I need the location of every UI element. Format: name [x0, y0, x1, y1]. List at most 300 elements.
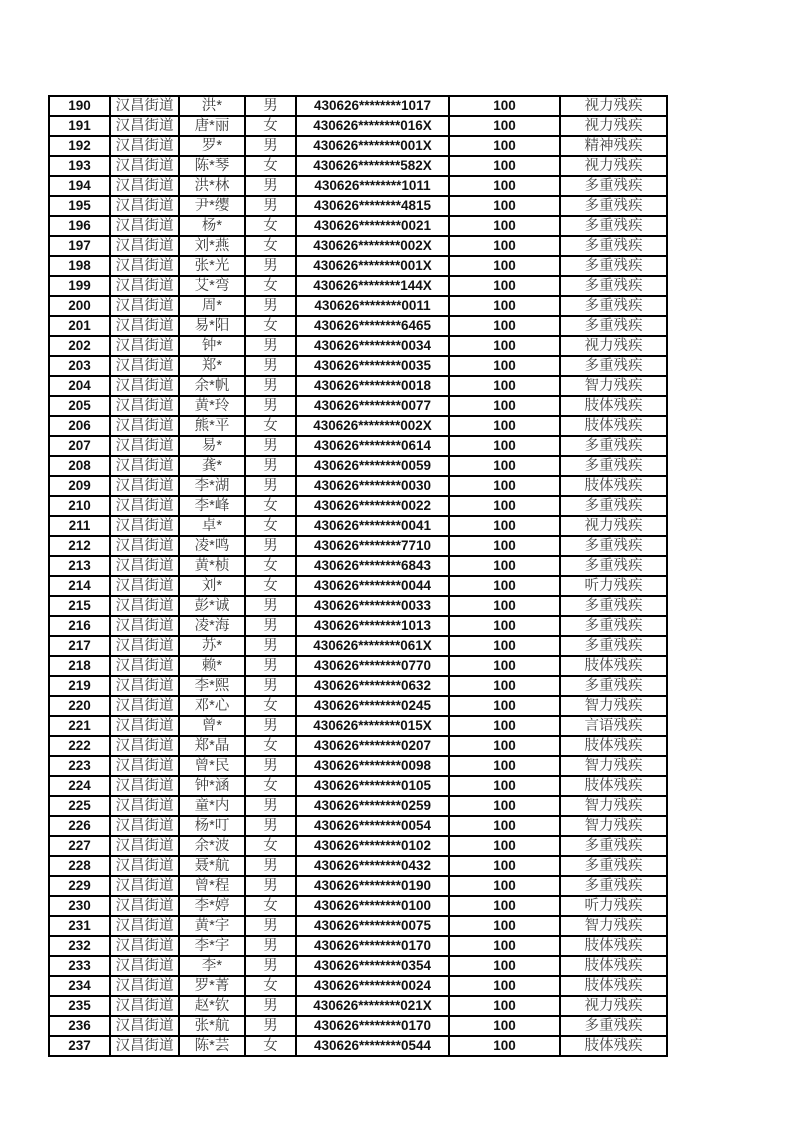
cell-amount: 100	[449, 956, 560, 976]
table-row	[49, 656, 667, 676]
cell-gender: 女	[245, 316, 296, 336]
cell-name: 刘*	[179, 576, 245, 596]
cell-id-number: 430626********0432	[296, 856, 449, 876]
cell-no: 191	[49, 116, 110, 136]
cell-street: 汉昌街道	[110, 256, 179, 276]
table-row	[49, 96, 667, 116]
cell-id-number: 430626********0011	[296, 296, 449, 316]
cell-street: 汉昌街道	[110, 716, 179, 736]
cell-disability-type: 多重残疾	[560, 356, 667, 376]
cell-name: 彭*诚	[179, 596, 245, 616]
cell-name: 李*宇	[179, 936, 245, 956]
cell-gender: 男	[245, 716, 296, 736]
cell-street: 汉昌街道	[110, 596, 179, 616]
cell-street: 汉昌街道	[110, 156, 179, 176]
cell-no: 201	[49, 316, 110, 336]
cell-gender: 男	[245, 536, 296, 556]
cell-name: 洪*林	[179, 176, 245, 196]
cell-name: 邓*心	[179, 696, 245, 716]
cell-no: 228	[49, 856, 110, 876]
cell-street: 汉昌街道	[110, 136, 179, 156]
table-row	[49, 916, 667, 936]
cell-id-number: 430626********0077	[296, 396, 449, 416]
cell-name: 周*	[179, 296, 245, 316]
cell-amount: 100	[449, 536, 560, 556]
cell-gender: 男	[245, 816, 296, 836]
table-row	[49, 176, 667, 196]
cell-street: 汉昌街道	[110, 116, 179, 136]
cell-name: 郑*晶	[179, 736, 245, 756]
cell-name: 郑*	[179, 356, 245, 376]
cell-name: 熊*平	[179, 416, 245, 436]
cell-no: 194	[49, 176, 110, 196]
cell-amount: 100	[449, 356, 560, 376]
cell-disability-type: 视力残疾	[560, 96, 667, 116]
cell-no: 200	[49, 296, 110, 316]
cell-gender: 女	[245, 836, 296, 856]
cell-amount: 100	[449, 176, 560, 196]
table-row	[49, 856, 667, 876]
table-row	[49, 956, 667, 976]
cell-amount: 100	[449, 636, 560, 656]
cell-id-number: 430626********0018	[296, 376, 449, 396]
cell-name: 黄*宇	[179, 916, 245, 936]
cell-gender: 女	[245, 1036, 296, 1056]
cell-name: 李*峰	[179, 496, 245, 516]
cell-id-number: 430626********0632	[296, 676, 449, 696]
cell-street: 汉昌街道	[110, 536, 179, 556]
cell-amount: 100	[449, 696, 560, 716]
cell-id-number: 430626********0354	[296, 956, 449, 976]
cell-no: 221	[49, 716, 110, 736]
cell-no: 209	[49, 476, 110, 496]
cell-id-number: 430626********001X	[296, 136, 449, 156]
cell-name: 赵*钦	[179, 996, 245, 1016]
cell-name: 黄*玲	[179, 396, 245, 416]
cell-gender: 女	[245, 416, 296, 436]
cell-disability-type: 智力残疾	[560, 916, 667, 936]
cell-name: 李*婷	[179, 896, 245, 916]
cell-gender: 男	[245, 956, 296, 976]
cell-street: 汉昌街道	[110, 676, 179, 696]
cell-name: 曾*程	[179, 876, 245, 896]
cell-street: 汉昌街道	[110, 496, 179, 516]
cell-id-number: 430626********4815	[296, 196, 449, 216]
cell-disability-type: 肢体残疾	[560, 776, 667, 796]
cell-amount: 100	[449, 616, 560, 636]
cell-disability-type: 多重残疾	[560, 276, 667, 296]
cell-disability-type: 多重残疾	[560, 616, 667, 636]
cell-amount: 100	[449, 116, 560, 136]
cell-name: 尹*缨	[179, 196, 245, 216]
cell-street: 汉昌街道	[110, 736, 179, 756]
cell-disability-type: 听力残疾	[560, 896, 667, 916]
cell-street: 汉昌街道	[110, 816, 179, 836]
cell-name: 凌*海	[179, 616, 245, 636]
cell-id-number: 430626********0041	[296, 516, 449, 536]
cell-gender: 女	[245, 276, 296, 296]
cell-gender: 男	[245, 916, 296, 936]
cell-disability-type: 智力残疾	[560, 696, 667, 716]
cell-no: 190	[49, 96, 110, 116]
cell-street: 汉昌街道	[110, 916, 179, 936]
cell-id-number: 430626********0207	[296, 736, 449, 756]
cell-street: 汉昌街道	[110, 1016, 179, 1036]
cell-disability-type: 多重残疾	[560, 256, 667, 276]
cell-name: 曾*	[179, 716, 245, 736]
table-row	[49, 816, 667, 836]
table-row	[49, 696, 667, 716]
cell-gender: 男	[245, 356, 296, 376]
table-row	[49, 236, 667, 256]
cell-street: 汉昌街道	[110, 756, 179, 776]
cell-name: 张*航	[179, 1016, 245, 1036]
cell-id-number: 430626********1013	[296, 616, 449, 636]
cell-amount: 100	[449, 256, 560, 276]
cell-name: 李*湖	[179, 476, 245, 496]
table-row	[49, 336, 667, 356]
cell-gender: 男	[245, 96, 296, 116]
table-row	[49, 996, 667, 1016]
cell-street: 汉昌街道	[110, 356, 179, 376]
table-row	[49, 776, 667, 796]
cell-street: 汉昌街道	[110, 996, 179, 1016]
cell-street: 汉昌街道	[110, 836, 179, 856]
cell-street: 汉昌街道	[110, 856, 179, 876]
table-row	[49, 716, 667, 736]
table-row	[49, 536, 667, 556]
table-row	[49, 576, 667, 596]
table-row	[49, 276, 667, 296]
table-row	[49, 376, 667, 396]
cell-disability-type: 多重残疾	[560, 316, 667, 336]
cell-street: 汉昌街道	[110, 776, 179, 796]
table-row	[49, 456, 667, 476]
cell-disability-type: 视力残疾	[560, 116, 667, 136]
cell-disability-type: 肢体残疾	[560, 476, 667, 496]
cell-name: 刘*燕	[179, 236, 245, 256]
cell-no: 211	[49, 516, 110, 536]
cell-street: 汉昌街道	[110, 476, 179, 496]
cell-no: 204	[49, 376, 110, 396]
table-row	[49, 496, 667, 516]
cell-no: 214	[49, 576, 110, 596]
cell-gender: 女	[245, 516, 296, 536]
cell-id-number: 430626********7710	[296, 536, 449, 556]
table-row	[49, 256, 667, 276]
cell-no: 229	[49, 876, 110, 896]
cell-no: 193	[49, 156, 110, 176]
cell-no: 225	[49, 796, 110, 816]
table-row	[49, 296, 667, 316]
cell-street: 汉昌街道	[110, 796, 179, 816]
cell-no: 210	[49, 496, 110, 516]
table-row	[49, 1036, 667, 1056]
cell-id-number: 430626********6843	[296, 556, 449, 576]
table-row	[49, 316, 667, 336]
cell-gender: 男	[245, 256, 296, 276]
cell-id-number: 430626********016X	[296, 116, 449, 136]
cell-id-number: 430626********0022	[296, 496, 449, 516]
cell-name: 杨*	[179, 216, 245, 236]
cell-amount: 100	[449, 816, 560, 836]
cell-id-number: 430626********002X	[296, 236, 449, 256]
cell-gender: 男	[245, 996, 296, 1016]
cell-id-number: 430626********0034	[296, 336, 449, 356]
cell-street: 汉昌街道	[110, 396, 179, 416]
cell-gender: 男	[245, 436, 296, 456]
cell-gender: 女	[245, 976, 296, 996]
cell-no: 231	[49, 916, 110, 936]
cell-gender: 女	[245, 236, 296, 256]
cell-amount: 100	[449, 776, 560, 796]
cell-amount: 100	[449, 676, 560, 696]
cell-disability-type: 智力残疾	[560, 816, 667, 836]
cell-disability-type: 肢体残疾	[560, 936, 667, 956]
cell-no: 227	[49, 836, 110, 856]
cell-gender: 男	[245, 336, 296, 356]
cell-amount: 100	[449, 876, 560, 896]
cell-name: 易*	[179, 436, 245, 456]
table-row	[49, 756, 667, 776]
cell-no: 213	[49, 556, 110, 576]
cell-street: 汉昌街道	[110, 976, 179, 996]
cell-street: 汉昌街道	[110, 1036, 179, 1056]
cell-no: 232	[49, 936, 110, 956]
cell-id-number: 430626********0098	[296, 756, 449, 776]
cell-gender: 女	[245, 736, 296, 756]
cell-amount: 100	[449, 496, 560, 516]
cell-disability-type: 肢体残疾	[560, 396, 667, 416]
cell-name: 余*帆	[179, 376, 245, 396]
table-row	[49, 396, 667, 416]
table-row	[49, 636, 667, 656]
cell-disability-type: 听力残疾	[560, 576, 667, 596]
cell-gender: 男	[245, 656, 296, 676]
cell-id-number: 430626********0033	[296, 596, 449, 616]
cell-name: 李*熙	[179, 676, 245, 696]
cell-street: 汉昌街道	[110, 316, 179, 336]
table-row	[49, 556, 667, 576]
cell-disability-type: 肢体残疾	[560, 956, 667, 976]
cell-gender: 男	[245, 856, 296, 876]
cell-street: 汉昌街道	[110, 696, 179, 716]
cell-street: 汉昌街道	[110, 616, 179, 636]
cell-street: 汉昌街道	[110, 656, 179, 676]
cell-street: 汉昌街道	[110, 336, 179, 356]
cell-no: 192	[49, 136, 110, 156]
cell-id-number: 430626********0102	[296, 836, 449, 856]
cell-no: 205	[49, 396, 110, 416]
cell-street: 汉昌街道	[110, 956, 179, 976]
cell-name: 余*波	[179, 836, 245, 856]
table-row	[49, 976, 667, 996]
cell-gender: 男	[245, 936, 296, 956]
cell-name: 艾*弯	[179, 276, 245, 296]
cell-street: 汉昌街道	[110, 296, 179, 316]
table-row	[49, 896, 667, 916]
cell-disability-type: 视力残疾	[560, 336, 667, 356]
table-row	[49, 736, 667, 756]
cell-name: 李*	[179, 956, 245, 976]
cell-id-number: 430626********021X	[296, 996, 449, 1016]
cell-no: 236	[49, 1016, 110, 1036]
cell-street: 汉昌街道	[110, 96, 179, 116]
cell-id-number: 430626********061X	[296, 636, 449, 656]
cell-street: 汉昌街道	[110, 376, 179, 396]
cell-gender: 男	[245, 616, 296, 636]
cell-no: 224	[49, 776, 110, 796]
cell-id-number: 430626********0190	[296, 876, 449, 896]
table-row	[49, 116, 667, 136]
cell-gender: 男	[245, 176, 296, 196]
cell-gender: 女	[245, 496, 296, 516]
cell-no: 230	[49, 896, 110, 916]
cell-amount: 100	[449, 1036, 560, 1056]
cell-id-number: 430626********0170	[296, 1016, 449, 1036]
table-row	[49, 216, 667, 236]
cell-disability-type: 多重残疾	[560, 456, 667, 476]
cell-id-number: 430626********0259	[296, 796, 449, 816]
cell-amount: 100	[449, 896, 560, 916]
roster-table-body	[49, 96, 667, 1056]
cell-disability-type: 肢体残疾	[560, 1036, 667, 1056]
cell-amount: 100	[449, 596, 560, 616]
table-row	[49, 796, 667, 816]
cell-no: 196	[49, 216, 110, 236]
cell-disability-type: 言语残疾	[560, 716, 667, 736]
cell-no: 195	[49, 196, 110, 216]
cell-no: 215	[49, 596, 110, 616]
cell-amount: 100	[449, 716, 560, 736]
cell-no: 197	[49, 236, 110, 256]
cell-id-number: 430626********002X	[296, 416, 449, 436]
cell-disability-type: 多重残疾	[560, 536, 667, 556]
cell-street: 汉昌街道	[110, 576, 179, 596]
cell-gender: 男	[245, 456, 296, 476]
cell-gender: 女	[245, 776, 296, 796]
cell-amount: 100	[449, 456, 560, 476]
cell-gender: 男	[245, 376, 296, 396]
cell-no: 202	[49, 336, 110, 356]
cell-amount: 100	[449, 856, 560, 876]
cell-name: 唐*丽	[179, 116, 245, 136]
cell-street: 汉昌街道	[110, 556, 179, 576]
cell-id-number: 430626********001X	[296, 256, 449, 276]
cell-disability-type: 多重残疾	[560, 676, 667, 696]
cell-gender: 男	[245, 596, 296, 616]
cell-no: 212	[49, 536, 110, 556]
cell-disability-type: 肢体残疾	[560, 656, 667, 676]
table-row	[49, 876, 667, 896]
cell-disability-type: 多重残疾	[560, 876, 667, 896]
cell-gender: 男	[245, 1016, 296, 1036]
cell-id-number: 430626********015X	[296, 716, 449, 736]
cell-id-number: 430626********0024	[296, 976, 449, 996]
cell-name: 龚*	[179, 456, 245, 476]
cell-amount: 100	[449, 376, 560, 396]
cell-gender: 男	[245, 296, 296, 316]
cell-name: 卓*	[179, 516, 245, 536]
cell-disability-type: 精神残疾	[560, 136, 667, 156]
cell-disability-type: 视力残疾	[560, 516, 667, 536]
cell-id-number: 430626********0035	[296, 356, 449, 376]
cell-gender: 男	[245, 796, 296, 816]
cell-disability-type: 多重残疾	[560, 1016, 667, 1036]
cell-gender: 男	[245, 136, 296, 156]
cell-amount: 100	[449, 836, 560, 856]
table-row	[49, 416, 667, 436]
cell-id-number: 430626********1011	[296, 176, 449, 196]
cell-street: 汉昌街道	[110, 416, 179, 436]
table-row	[49, 676, 667, 696]
cell-amount: 100	[449, 96, 560, 116]
cell-street: 汉昌街道	[110, 456, 179, 476]
cell-gender: 男	[245, 876, 296, 896]
cell-gender: 男	[245, 196, 296, 216]
cell-gender: 男	[245, 756, 296, 776]
cell-gender: 男	[245, 636, 296, 656]
cell-amount: 100	[449, 796, 560, 816]
cell-disability-type: 多重残疾	[560, 836, 667, 856]
cell-amount: 100	[449, 276, 560, 296]
cell-name: 杨*叮	[179, 816, 245, 836]
table-row	[49, 836, 667, 856]
cell-name: 曾*民	[179, 756, 245, 776]
cell-no: 219	[49, 676, 110, 696]
cell-gender: 女	[245, 576, 296, 596]
cell-disability-type: 多重残疾	[560, 436, 667, 456]
cell-no: 198	[49, 256, 110, 276]
cell-id-number: 430626********0044	[296, 576, 449, 596]
cell-id-number: 430626********582X	[296, 156, 449, 176]
cell-gender: 男	[245, 676, 296, 696]
cell-amount: 100	[449, 1016, 560, 1036]
cell-street: 汉昌街道	[110, 176, 179, 196]
cell-street: 汉昌街道	[110, 516, 179, 536]
cell-no: 235	[49, 996, 110, 1016]
cell-disability-type: 肢体残疾	[560, 976, 667, 996]
cell-disability-type: 多重残疾	[560, 496, 667, 516]
cell-disability-type: 视力残疾	[560, 156, 667, 176]
cell-street: 汉昌街道	[110, 216, 179, 236]
cell-disability-type: 多重残疾	[560, 296, 667, 316]
cell-gender: 女	[245, 696, 296, 716]
roster-table	[48, 95, 668, 1057]
cell-name: 钟*涵	[179, 776, 245, 796]
cell-name: 洪*	[179, 96, 245, 116]
cell-amount: 100	[449, 336, 560, 356]
cell-disability-type: 多重残疾	[560, 176, 667, 196]
cell-no: 226	[49, 816, 110, 836]
table-row	[49, 1016, 667, 1036]
cell-disability-type: 肢体残疾	[560, 416, 667, 436]
cell-disability-type: 多重残疾	[560, 196, 667, 216]
cell-amount: 100	[449, 216, 560, 236]
cell-no: 206	[49, 416, 110, 436]
cell-disability-type: 多重残疾	[560, 556, 667, 576]
table-row	[49, 156, 667, 176]
cell-amount: 100	[449, 556, 560, 576]
cell-amount: 100	[449, 936, 560, 956]
cell-id-number: 430626********144X	[296, 276, 449, 296]
cell-id-number: 430626********0770	[296, 656, 449, 676]
cell-id-number: 430626********0075	[296, 916, 449, 936]
cell-name: 易*阳	[179, 316, 245, 336]
cell-disability-type: 多重残疾	[560, 856, 667, 876]
cell-id-number: 430626********6465	[296, 316, 449, 336]
cell-street: 汉昌街道	[110, 196, 179, 216]
